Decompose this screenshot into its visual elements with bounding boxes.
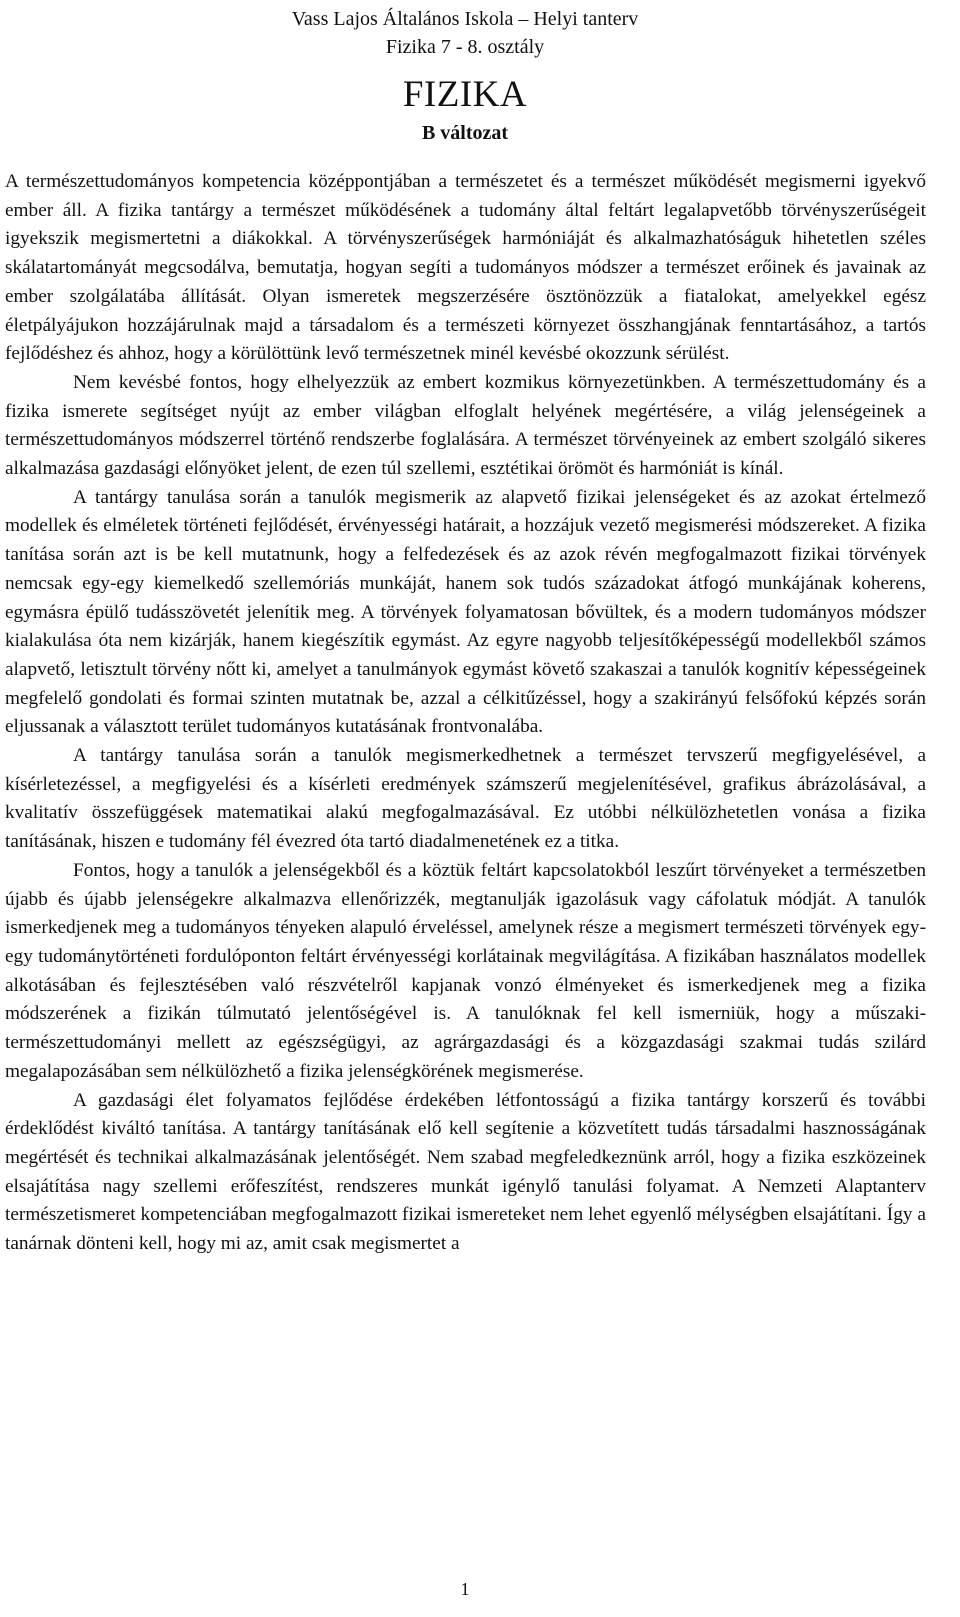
paragraph-5: Fontos, hogy a tanulók a jelenségekből és a köztük feltárt kapcsolatokból leszűrt törvényeket a természetben újabb és újabb jelenségekre alkalmazva ellenőrizzék, megtanulják igazolásuk vagy cáfolatuk módját. A tanulók ismerkedjenek meg a tudományos tényeken alapuló érveléssel, amelynek része a megismert természeti törvények egy-egy tudománytörténeti fordulóponton feltárt érvényességi korlátainak megvilágítása. A fizikában használatos modellek alkotásában és fejlesztésében való részvételről kapjanak vonzó élményeket és ismerkedjenek meg a fizika módszerének a fizikán túlmutató jelentőségével is. A tanulóknak fel kell ismerniük, hogy a műszaki-természettudományi mellett az egészségügyi, az agrárgazdasági és a közgazdasági szakmai tudás szilárd megalapozásában sem nélkülözhető a fizika jelenségkörének megismerése. [5,859,926,1082]
page-number: 1 [460,1579,470,1599]
running-header [0,5,930,61]
paragraph-1: A természettudományos kompetencia középpontjában a természetet és a természet működését megismerni igyekvő ember áll. A fizika tantárgy a természet működésének a tudomány által feltárt legalapvetőbb törvényszerűségeit igyekszik megismertetni a diákokkal. A törvényszerűségek harmóniáját és alkalmazhatóságuk hihetetlen széles skálatartományát megcsodálva, bemutatja, hogyan segíti a tudományos módszer a természet erőinek és javainak az ember szolgálatába állítását. Olyan ismeretek megszerzésére ösztönözzük a fiatalokat, amelyekkel egész életpályájukon hozzájárulnak majd a társadalom és a természeti környezet összhangjának fenntartásához, a tartós fejlődéshez és ahhoz, hogy a körülöttünk levő természetnek minél kevésbé okozzunk sérülést. [5,171,926,365]
body-text [5,168,926,1259]
paragraph-3: A tantárgy tanulása során a tanulók megismerik az alapvető fizikai jelenségeket és az azokat értelmező modellek és elméletek történeti fejlődését, érvényességi határait, a hozzájuk vezető megismerési módszereket. A fizika tanítása során azt is be kell mutatnunk, hogy a felfedezések és az azok révén megfogalmazott fizikai törvények nemcsak egy-egy kiemelkedő szellemóriás munkáját, hanem sok tudós századokat átfogó munkájának koherens, egymásra épülő tudásszövetét jelenítik meg. A törvények folyamatosan bővültek, és a modern tudományos módszer kialakulása óta nem kizárják, hanem kiegészítik egymást. Az egyre nagyobb teljesítőképességű modellekből számos alapvető, letisztult törvény nőtt ki, amelyet a tanulmányok egymást követő szakaszai a tanulók kognitív képességeinek megfelelő gondolati és formai szinten mutatnak be, azzal a célkitűzéssel, hogy a szakirányú felsőfokú képzés során eljussanak a választott terület tudományos kutatásának frontvonalába. [5,486,926,738]
paragraph-2: Nem kevésbé fontos, hogy elhelyezzük az embert kozmikus környezetünkben. A természettudomány és a fizika ismerete segítséget nyújt az ember világban elfoglalt helyének megértésére, a világ jelenségeinek a természettudományos módszerrel történő rendszerbe foglalására. A természet törvényeinek az embert szolgáló sikeres alkalmazása gazdasági előnyöket jelent, de ezen túl szellemi, esztétikai örömöt és harmóniát is kínál. [5,371,926,480]
header-school-line: Vass Lajos Általános Iskola – Helyi tanterv [291,8,639,30]
header-subject-line: Fizika 7 - 8. osztály [385,36,545,58]
paragraph-6: A gazdasági élet folyamatos fejlődése érdekében létfontosságú a fizika tantárgy korszerű és további érdeklődést kiváltó tanítása. A tantárgy tanításának elő kell segítenie a közvetített tudás társadalmi hasznosságának megértését és technikai alkalmazásának jelentőségét. Nem szabad megfeledkeznünk arról, hogy a fizika eszközeinek elsajátítása nagy szellemi erőfeszítést, rendszeres munkát igénylő tanulási folyamat. A Nemzeti Alaptanterv természetismeret kompetenciában megfogalmazott fizikai ismereteket nem lehet egyenlő mélységben elsajátítani. Így a tanárnak dönteni kell, hogy mi az, amit csak megismertet a [5,1089,926,1255]
document-subtitle: B változat [421,122,509,144]
paragraph-4: A tantárgy tanulása során a tanulók megismerkedhetnek a természet tervszerű megfigyelésével, a kísérletezéssel, a megfigyelési és a kísérleti eredmények számszerű megjelenítésével, grafikus ábrázolásával, a kvalitatív összefüggések matematikai alakú megfogalmazásával. Ez utóbbi nélkülözhetetlen vonása a fizika tanításának, hiszen e tudomány fél évezred óta tartó diadalmenetének ez a titka. [5,745,926,853]
document-title: FIZIKA [402,74,528,115]
